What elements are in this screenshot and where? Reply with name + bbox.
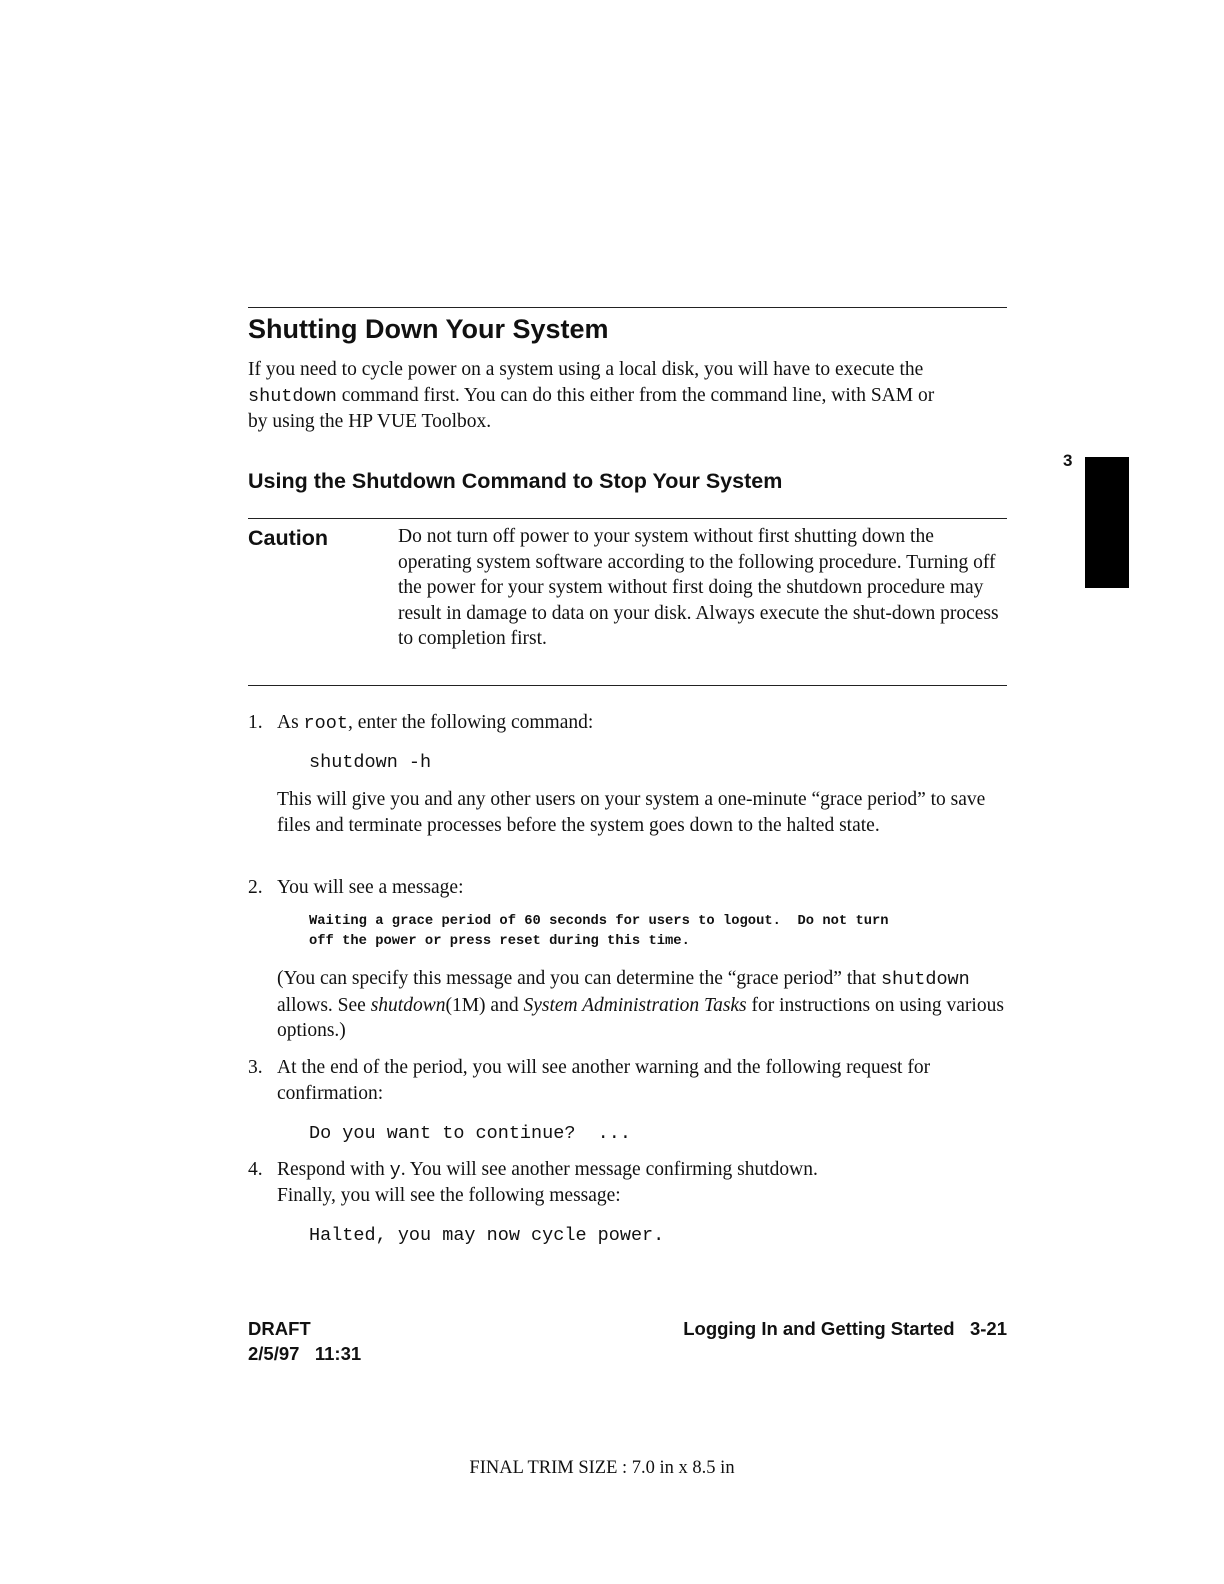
caution-label: Caution <box>248 526 329 550</box>
step-2-followup-1: (You can specify this message and you can determine the “grace period” that <box>277 968 881 989</box>
footer-trim-size: FINAL TRIM SIZE : 7.0 in x 8.5 in <box>469 1458 735 1478</box>
step-2-message-line-1: Waiting a grace period of 60 seconds for users to logout. Do not turn <box>309 914 889 929</box>
step-4-text <box>277 1157 1017 1184</box>
caution-top-rule <box>248 518 1007 519</box>
intro-shutdown-code: shutdown <box>248 385 337 407</box>
footer-draft: DRAFT <box>248 1318 311 1339</box>
step-2-followup-3: (1M) and <box>445 994 524 1016</box>
footer-chapter-title: Logging In and Getting Started <box>683 1318 955 1339</box>
step-2-text: You will see a message: <box>277 877 464 898</box>
section-top-rule <box>248 307 1007 308</box>
subsection-title: Using the Shutdown Command to Stop Your System <box>248 469 783 493</box>
step-2-book-ref: System Administration Tasks <box>523 994 747 1016</box>
caution-text: Do not turn off power to your system without first shutting down the operating system software according to the following procedure. Turning off the power for your system without first doing the shutdown procedure may result in damage to data on your disk. Always execute the shut-down process to completion first. <box>398 526 999 649</box>
step-2-followup-2: allows. See <box>277 994 371 1016</box>
step-1-followup: This will give you and any other users on your system a one-minute “grace period” to save files and terminate processes before the system goes down to the halted state. <box>277 789 986 836</box>
step-1-root-code: root <box>303 713 348 734</box>
step-1-text-2: , enter the following command: <box>347 712 594 733</box>
step-1-text-1: As <box>277 712 304 733</box>
step-2-number: 2. <box>248 877 263 898</box>
step-4-text-3: Finally, you will see the following message: <box>277 1185 621 1206</box>
footer-page-number: 3-21 <box>969 1318 1007 1339</box>
step-3-command: Do you want to continue? ... <box>309 1123 631 1144</box>
footer-date: 2/5/97 <box>248 1343 300 1364</box>
step-4-text-2: . You will see another message confirming shutdown. <box>400 1159 818 1180</box>
footer-running-head <box>683 1317 1007 1341</box>
intro-text-2: command first. You can do this either from the command line, with SAM or by using the HP VUE Toolbox. <box>248 384 935 432</box>
footer-time: 11:31 <box>314 1343 362 1364</box>
intro-paragraph <box>248 357 938 435</box>
step-1-number: 1. <box>248 712 263 733</box>
step-1-text <box>277 710 1017 737</box>
step-4-y-code: y <box>389 1160 401 1181</box>
step-3-text: At the end of the period, you will see another warning and the following request for confirmation: <box>277 1057 931 1104</box>
intro-text-1: If you need to cycle power on a system using a local disk, you will have to execute the <box>248 359 924 380</box>
step-4-command: Halted, you may now cycle power. <box>309 1225 665 1246</box>
chapter-tab-number: 3 <box>1063 451 1073 470</box>
step-2-shutdown-code: shutdown <box>880 969 970 990</box>
step-4-text-1: Respond with <box>277 1159 390 1180</box>
step-3-number: 3. <box>248 1057 263 1078</box>
footer-date-time <box>248 1342 361 1366</box>
step-1-command: shutdown -h <box>309 752 432 773</box>
section-title: Shutting Down Your System <box>248 314 609 344</box>
step-2-followup <box>277 966 1007 1044</box>
step-2-followup-4: for instructions on using various options.) <box>277 994 1004 1041</box>
step-2-manpage-ref: shutdown <box>370 994 446 1016</box>
caution-bottom-rule <box>248 685 1007 686</box>
step-4-number: 4. <box>248 1159 263 1180</box>
step-2-message-line-2: off the power or press reset during this time. <box>309 934 690 949</box>
chapter-tab-marker <box>1085 457 1129 588</box>
